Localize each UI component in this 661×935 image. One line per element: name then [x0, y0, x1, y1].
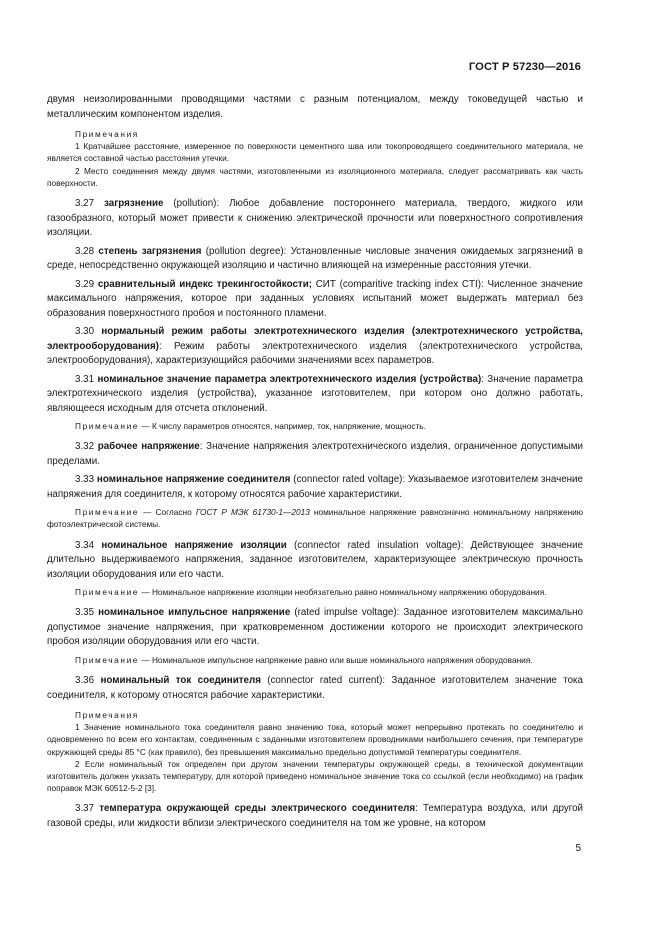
note-3-33: Примечание — Согласно ГОСТ Р МЭК 61730-1—2013 номинальное напряжение равнозначно номинальному напряжению фотоэлектрической системы.	[47, 507, 584, 530]
term-3-36: 3.36 номинальный ток соединителя (connector rated current): Заданное изготовителем значение тока соединителя, к которому относятся рабочие характеристики.	[47, 675, 583, 701]
term-3-29: 3.29 сравнительный индекс трекингостойкости; СИТ (comparitive tracking index CTI): Численное значение максимального напряжения, которое при заданных условиях испытаний может выдержать материал без образования поверхностного пробоя и постоянного пламени.	[47, 278, 583, 319]
term-3-35: 3.35 номинальное импульсное напряжение (rated impulse voltage): Заданное изготовителем максимально допустимое значение напряжения, при кратковременном достижении которого не происходит электрического пробоя изоляции оборудования или его части.	[47, 607, 583, 648]
term-3-31: 3.31 номинальное значение параметра электротехнического изделия (устройства): Значение параметра электротехнического изделия (устройства), указанное изготовителем, при котором оно должно работать, являющееся исходным для отсчета отклонений.	[47, 373, 583, 414]
note-3-31: Примечание — К числу параметров относятся, например, ток, напряжение, мощность.	[75, 421, 426, 432]
notes-title: Примечания	[75, 710, 139, 721]
continued-paragraph: двумя неизолированными проводящими частями с разным потенциалом, между токоведущей частью и металлическим компонентом изделия.	[47, 94, 583, 120]
page-number: 5	[575, 843, 581, 854]
term-3-33: 3.33 номинальное напряжение соединителя (connector rated voltage): Указываемое изготовителем значение напряжения для соединителя, к которому относятся рабочие характеристики.	[47, 474, 583, 500]
note-item: 1 Значение номинального тока соединителя равно значению тока, который может непрерывно протекать по соединителю и одновременно по всем его контактам, соединенным с заданными изготовителем проводниками наибольшего сечения, при температуре окружающей среды 85 °С (как правило), без превышения максимально предельно допустимой температуры соединителя.	[47, 722, 583, 757]
note-3-35: Примечание — Номинальное импульсное напряжение равно или выше номинального напряжения оборудования.	[75, 654, 533, 665]
term-3-37: 3.37 температура окружающей среды электрического соединителя: Температура воздуха, или другой газовой среды, или жидкости вблизи электрического соединителя на том же уровне, на котором	[47, 803, 584, 829]
note-item: 2 Место соединения между двумя частями, изготовленными из изоляционного материала, следует рассматривать как часть поверхности.	[47, 165, 583, 188]
note-item: 1 Кратчайшее расстояние, измеренное по поверхности цементного шва или токопроводящего соединительного материала, не является составной частью расстояния утечки.	[47, 141, 583, 164]
term-3-34: 3.34 номинальное напряжение изоляции (connector rated insulation voltage): Действующее значение длительно выдерживаемого напряжения, заданное изготовителем, характеризующее электрическую прочность изоляции оборудования или его части.	[47, 539, 583, 580]
document-header: ГОСТ Р 57230—2016	[468, 61, 581, 73]
page-content	[47, 93, 583, 835]
note-3-34: Примечание — Номинальное напряжение изоляции необязательно равно номинальному напряжению оборудования.	[75, 587, 547, 598]
term-3-27: 3.27 загрязнение (pollution): Любое добавление постороннего материала, твердого, жидкого или газообразного, который может привести к снижению электрической прочности или поверхностного сопротивления изоляции.	[47, 198, 584, 239]
note-item: 2 Если номинальный ток определен при другом значении температуры окружающей среды, в технической документации изготовитель должен указать температуру, для которой приведено номинальное значение тока со ссылкой (если необходимо) на график поправок МЭК 60512-5-2 [3].	[47, 758, 583, 794]
term-3-32: 3.32 рабочее напряжение: Значение напряжения электротехнического изделия, ограниченное допустимыми пределами.	[47, 441, 583, 467]
notes-title: Примечания	[75, 129, 139, 139]
term-3-28: 3.28 степень загрязнения (pollution degree): Установленные числовые значения ожидаемых загрязнений в среде, непосредственно окружающей изоляцию и частично влияющей на измеренные расстояния утечки.	[47, 245, 583, 272]
term-3-30: 3.30 нормальный режим работы электротехнического изделия (электротехнического устройства, электрооборудования): Режим работы электротехнического изделия (электротехнического устройства, электрооборудования), характеризующийся рабочими значениями всех параметров.	[47, 326, 583, 367]
